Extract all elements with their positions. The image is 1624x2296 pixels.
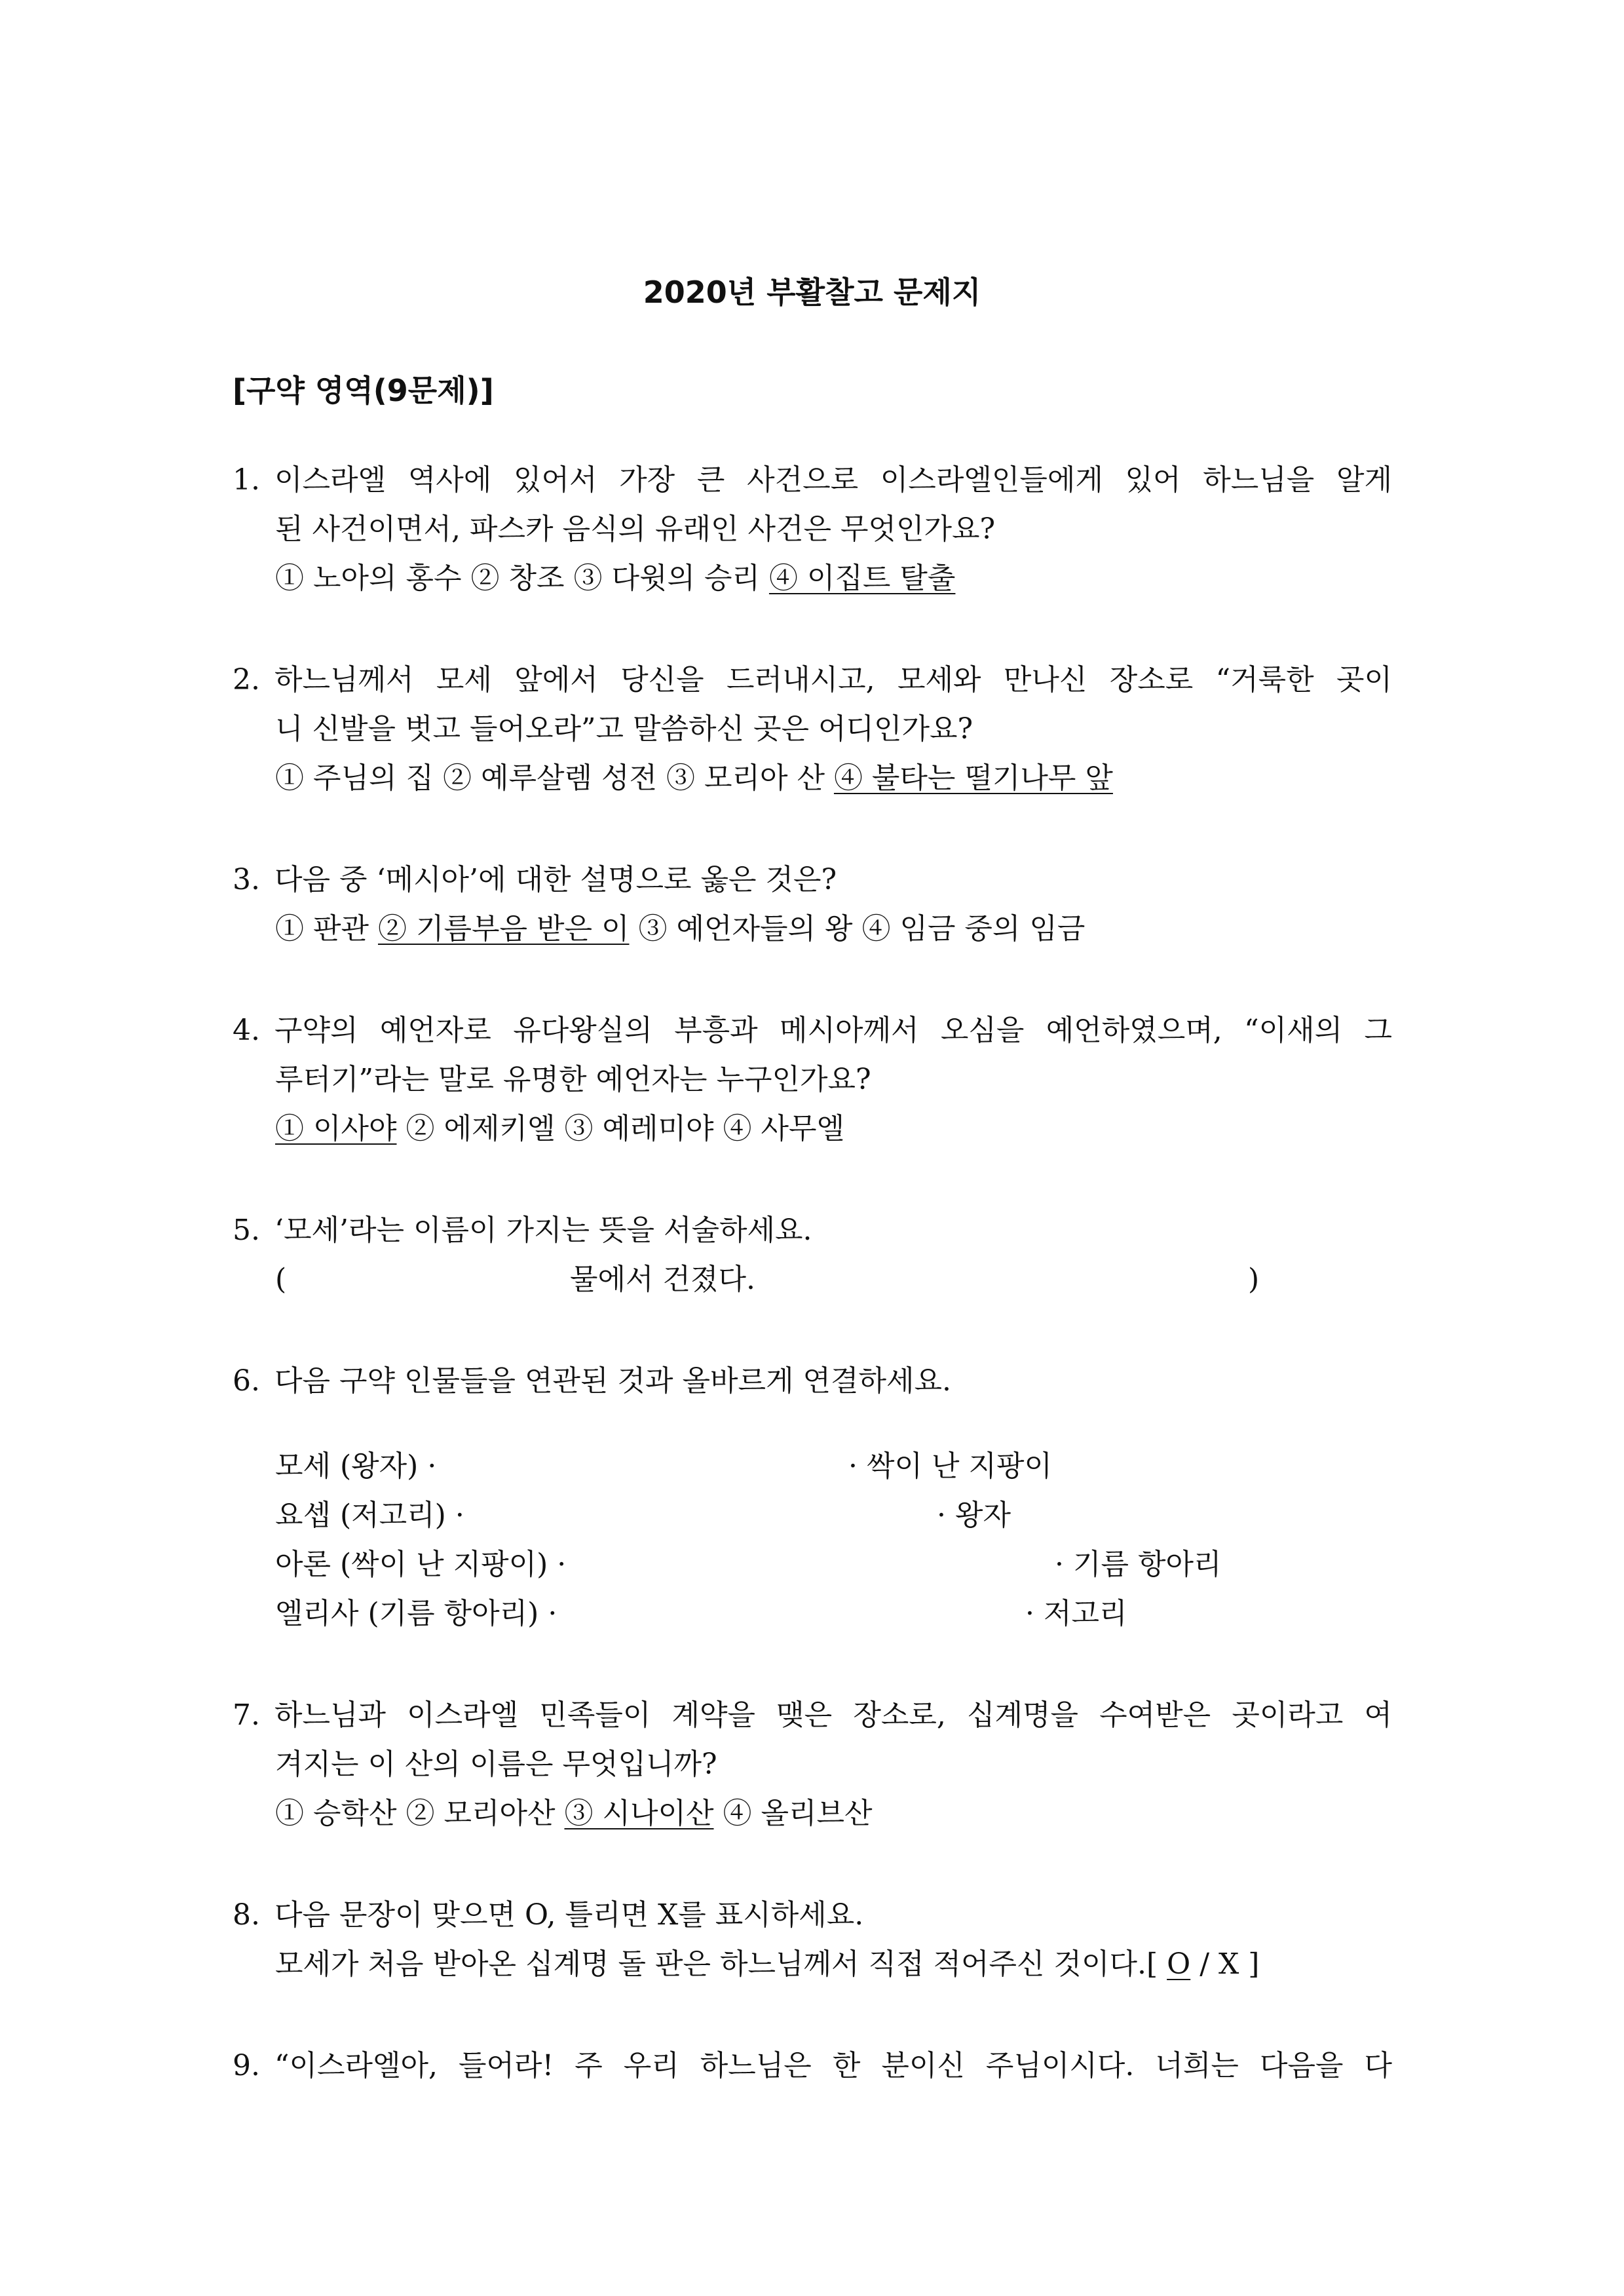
question-8-line-1: 8. 다음 문장이 맞으면 O, 틀리면 X를 표시하세요. (233, 1898, 864, 1932)
match-right-item: · 싹이 난 지팡이 (848, 1449, 1052, 1483)
question-6-line-1: 6. 다음 구약 인물들을 연관된 것과 올바르게 연결하세요. (233, 1364, 951, 1398)
question-4-line-1: 4. 구약의 예언자로 유다왕실의 부흥과 메시아께서 오심을 예언하였으며, “이새의 그 (233, 1014, 1392, 1047)
question-4-line-2: 루터기”라는 말로 유명한 예언자는 누구인가요? (275, 1063, 871, 1096)
match-right-item: · 기름 항아리 (1055, 1548, 1222, 1581)
question-9-line-1: 9. “이스라엘아, 들어라! 주 우리 하느님은 한 분이신 주님이시다. 너희는 다음을 다 (233, 2049, 1392, 2082)
question-7-line-2: 겨지는 이 산의 이름은 무엇입니까? (275, 1748, 717, 1781)
question-7-options: ① 승학산 ② 모리아산 ③ 시나이산 ④ 올리브산 (275, 1797, 873, 1830)
match-left-item: 엘리사 (기름 항아리) · (275, 1597, 557, 1630)
question-3-line-1: 3. 다음 중 ‘메시아’에 대한 설명으로 옳은 것은? (233, 863, 837, 896)
question-2-answer: ④ 불타는 떨기나무 앞 (833, 761, 1113, 795)
question-4-options: ① 이사야 ② 에제키엘 ③ 예레미야 ④ 사무엘 (275, 1112, 844, 1145)
match-left-item: 모세 (왕자) · (275, 1449, 437, 1483)
match-left-item: 아론 (싹이 난 지팡이) · (275, 1548, 567, 1581)
section-heading: [구약 영역(9문제)] (233, 373, 494, 408)
match-right-item: · 저고리 (1025, 1597, 1127, 1630)
question-1-answer: ④ 이집트 탈출 (768, 562, 956, 595)
document-title: 2020년 부활찰고 문제지 (643, 275, 981, 310)
question-5-answer: 물에서 건졌다. (570, 1263, 755, 1296)
question-2-options: ① 주님의 집 ② 예루살렘 성전 ③ 모리아 산 ④ 불타는 떨기나무 앞 (275, 761, 1113, 795)
question-5-paren-close: ) (1248, 1263, 1260, 1296)
question-2-line-1: 2. 하느님께서 모세 앞에서 당신을 드러내시고, 모세와 만나신 장소로 “거룩한 곳이 (233, 663, 1392, 697)
match-right-item: · 왕자 (937, 1499, 1011, 1532)
question-1-line-1: 1. 이스라엘 역사에 있어서 가장 큰 사건으로 이스라엘인들에게 있어 하느님을 알게 (233, 463, 1392, 497)
question-5-line-1: 5. ‘모세’라는 이름이 가지는 뜻을 서술하세요. (233, 1214, 812, 1247)
question-1-options: ① 노아의 홍수 ② 창조 ③ 다윗의 승리 ④ 이집트 탈출 (275, 562, 956, 595)
match-left-item: 요셉 (저고리) · (275, 1499, 464, 1532)
question-7-line-1: 7. 하느님과 이스라엘 민족들이 계약을 맺은 장소로, 십계명을 수여받은 곳이라고 여 (233, 1698, 1392, 1732)
question-3-answer: ② 기름부음 받은 이 (377, 912, 630, 946)
question-3-options: ① 판관 ② 기름부음 받은 이 ③ 예언자들의 왕 ④ 임금 중의 임금 (275, 912, 1086, 946)
question-8-statement: 모세가 처음 받아온 십계명 돌 판은 하느님께서 직접 적어주신 것이다.[ O / X ] (275, 1947, 1260, 1981)
question-5-paren-open: ( (275, 1263, 287, 1296)
question-7-answer: ③ 시나이산 (564, 1797, 714, 1830)
question-2-line-2: 니 신발을 벗고 들어오라”고 말씀하신 곳은 어디인가요? (275, 712, 973, 746)
question-1-line-2: 된 사건이면서, 파스카 음식의 유래인 사건은 무엇인가요? (275, 512, 996, 546)
question-8-answer: O (1167, 1947, 1191, 1981)
question-4-answer: ① 이사야 (275, 1112, 397, 1145)
